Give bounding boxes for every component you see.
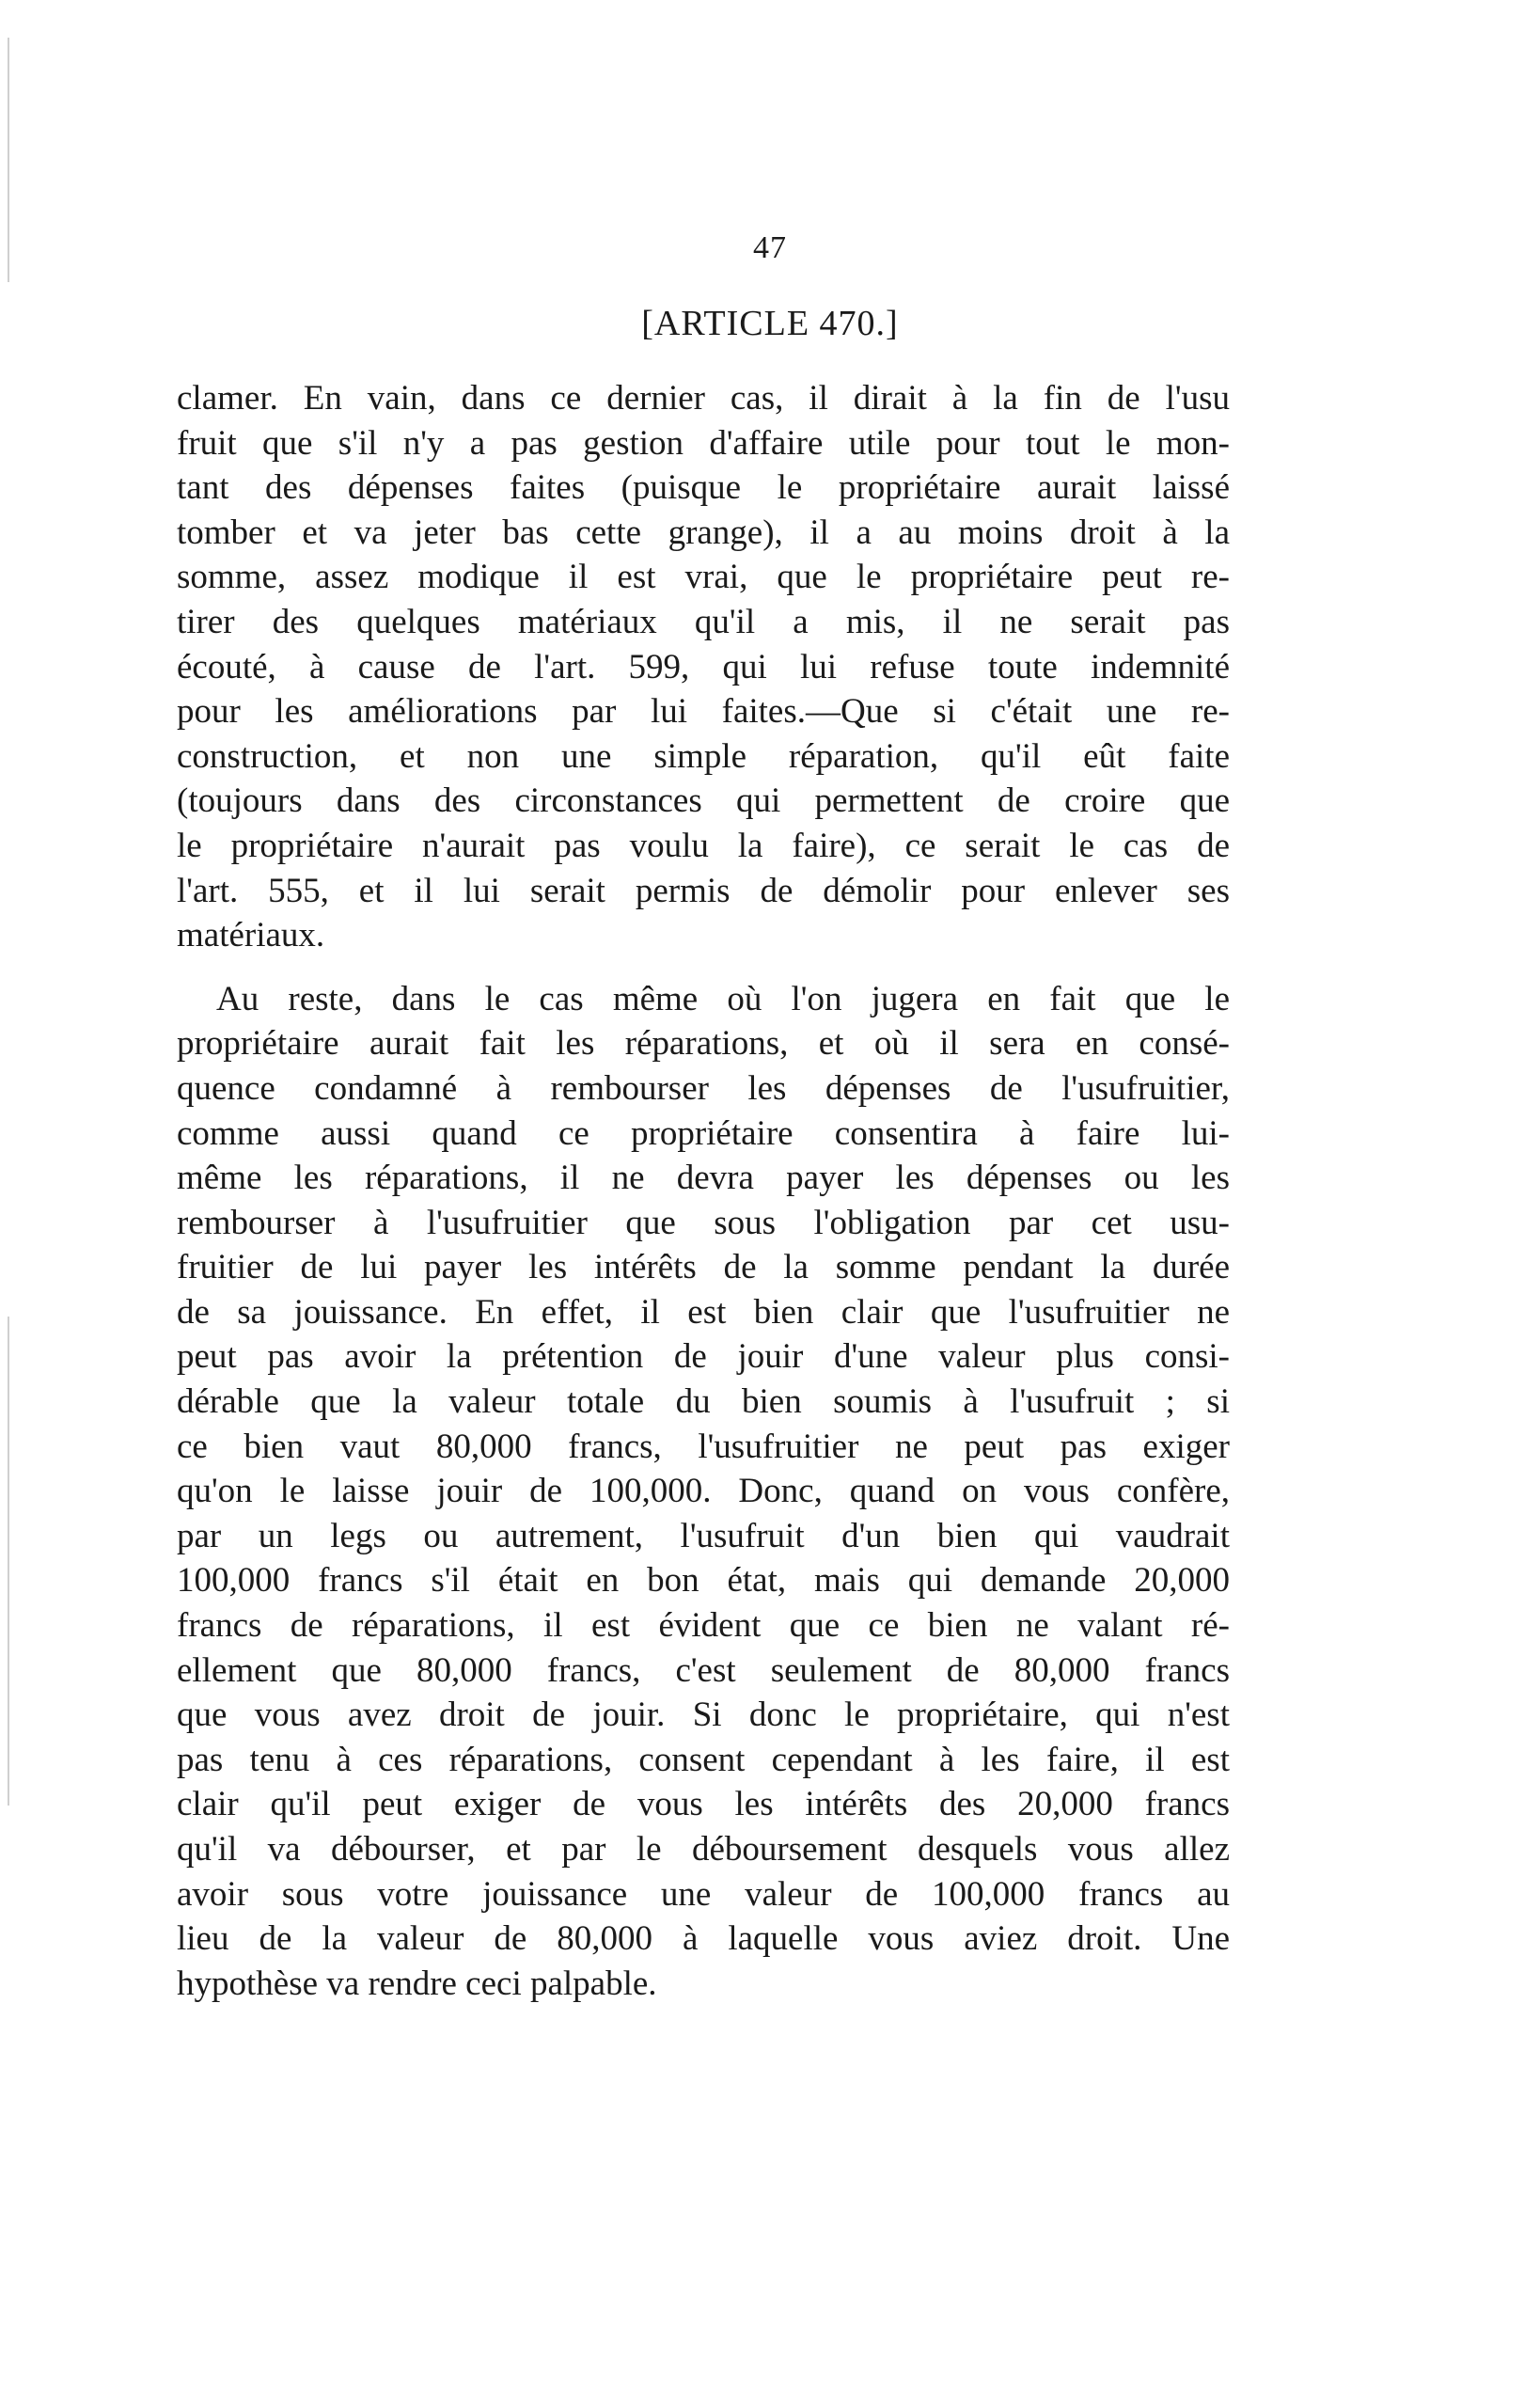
text-line: ellement que 80,000 francs, c'est seulement de 80,000 francs [177,1650,1230,1690]
text-line: lieu de la valeur de 80,000 à laquelle vous aviez droit. Une [177,1919,1230,1959]
text-line: pas tenu à ces réparations, consent cependant à les faire, il est [177,1740,1230,1779]
text-line: rembourser à l'usufruitier que sous l'obligation par cet usu- [177,1203,1230,1242]
text-line: fruit que s'il n'y a pas gestion d'affaire utile pour tout le mon- [177,423,1230,463]
paragraph [177,376,1230,958]
text-line: même les réparations, il ne devra payer les dépenses ou les [177,1159,1230,1198]
text-line: francs de réparations, il est évident que ce bien ne valant ré- [177,1606,1230,1646]
text-line: tirer des quelques matériaux qu'il a mis, il ne serait pas [177,602,1230,641]
text-line: somme, assez modique il est vrai, que le propriétaire peut re- [177,558,1230,597]
text-line: qu'on le laisse jouir de 100,000. Donc, quand on vous confère, [177,1472,1230,1511]
text-line: hypothèse va rendre ceci palpable. [177,1964,657,2003]
text-line: 100,000 francs s'il était en bon état, mais qui demande 20,000 [177,1561,1230,1601]
text-line: fruitier de lui payer les intérêts de la somme pendant la durée [177,1248,1230,1287]
text-line: écouté, à cause de l'art. 599, qui lui refuse toute indemnité [177,647,1230,686]
text-line: avoir sous votre jouissance une valeur de 100,000 francs au [177,1874,1230,1914]
text-line: peut pas avoir la prétention de jouir d'une valeur plus consi- [177,1337,1230,1377]
text-line: construction, et non une simple réparation, qu'il eût faite [177,736,1230,776]
text-line: clair qu'il peut exiger de vous les intérêts des 20,000 francs [177,1785,1230,1824]
page-number: 47 [753,230,787,265]
text-line: comme aussi quand ce propriétaire consentira à faire lui- [177,1113,1230,1153]
text-line: clamer. En vain, dans ce dernier cas, il dirait à la fin de l'usu [177,379,1230,418]
text-line: matériaux. [177,916,325,955]
scan-edge-mark [8,1317,9,1806]
text-line: de sa jouissance. En effet, il est bien clair que l'usufruitier ne [177,1292,1230,1332]
text-line: Au reste, dans le cas même où l'on jugera en fait que le [216,979,1230,1018]
text-line: ce bien vaut 80,000 francs, l'usufruitier ne peut pas exiger [177,1427,1230,1466]
body-text [177,376,1230,2006]
text-line: tomber et va jeter bas cette grange), il a au moins droit à la [177,513,1230,552]
text-line: tant des dépenses faites (puisque le propriétaire aurait laissé [177,468,1230,508]
text-line: quence condamné à rembourser les dépenses de l'usufruitier, [177,1068,1230,1108]
paragraph [177,977,1230,2007]
running-head: [ARTICLE 470.] [641,304,899,343]
paragraph-gap [177,958,1230,977]
text-line: pour les améliorations par lui faites.—Que si c'était une re- [177,692,1230,732]
text-line: dérable que la valeur totale du bien soumis à l'usufruit ; si [177,1382,1230,1422]
text-line: par un legs ou autrement, l'usufruit d'un bien qui vaudrait [177,1516,1230,1555]
text-line: le propriétaire n'aurait pas voulu la faire), ce serait le cas de [177,826,1230,865]
text-line: qu'il va débourser, et par le déboursement desquels vous allez [177,1830,1230,1869]
text-line: propriétaire aurait fait les réparations, et où il sera en consé- [177,1024,1230,1064]
text-line: (toujours dans des circonstances qui permettent de croire que [177,781,1230,821]
text-line: l'art. 555, et il lui serait permis de démolir pour enlever ses [177,871,1230,910]
text-line: que vous avez droit de jouir. Si donc le propriétaire, qui n'est [177,1696,1230,1735]
